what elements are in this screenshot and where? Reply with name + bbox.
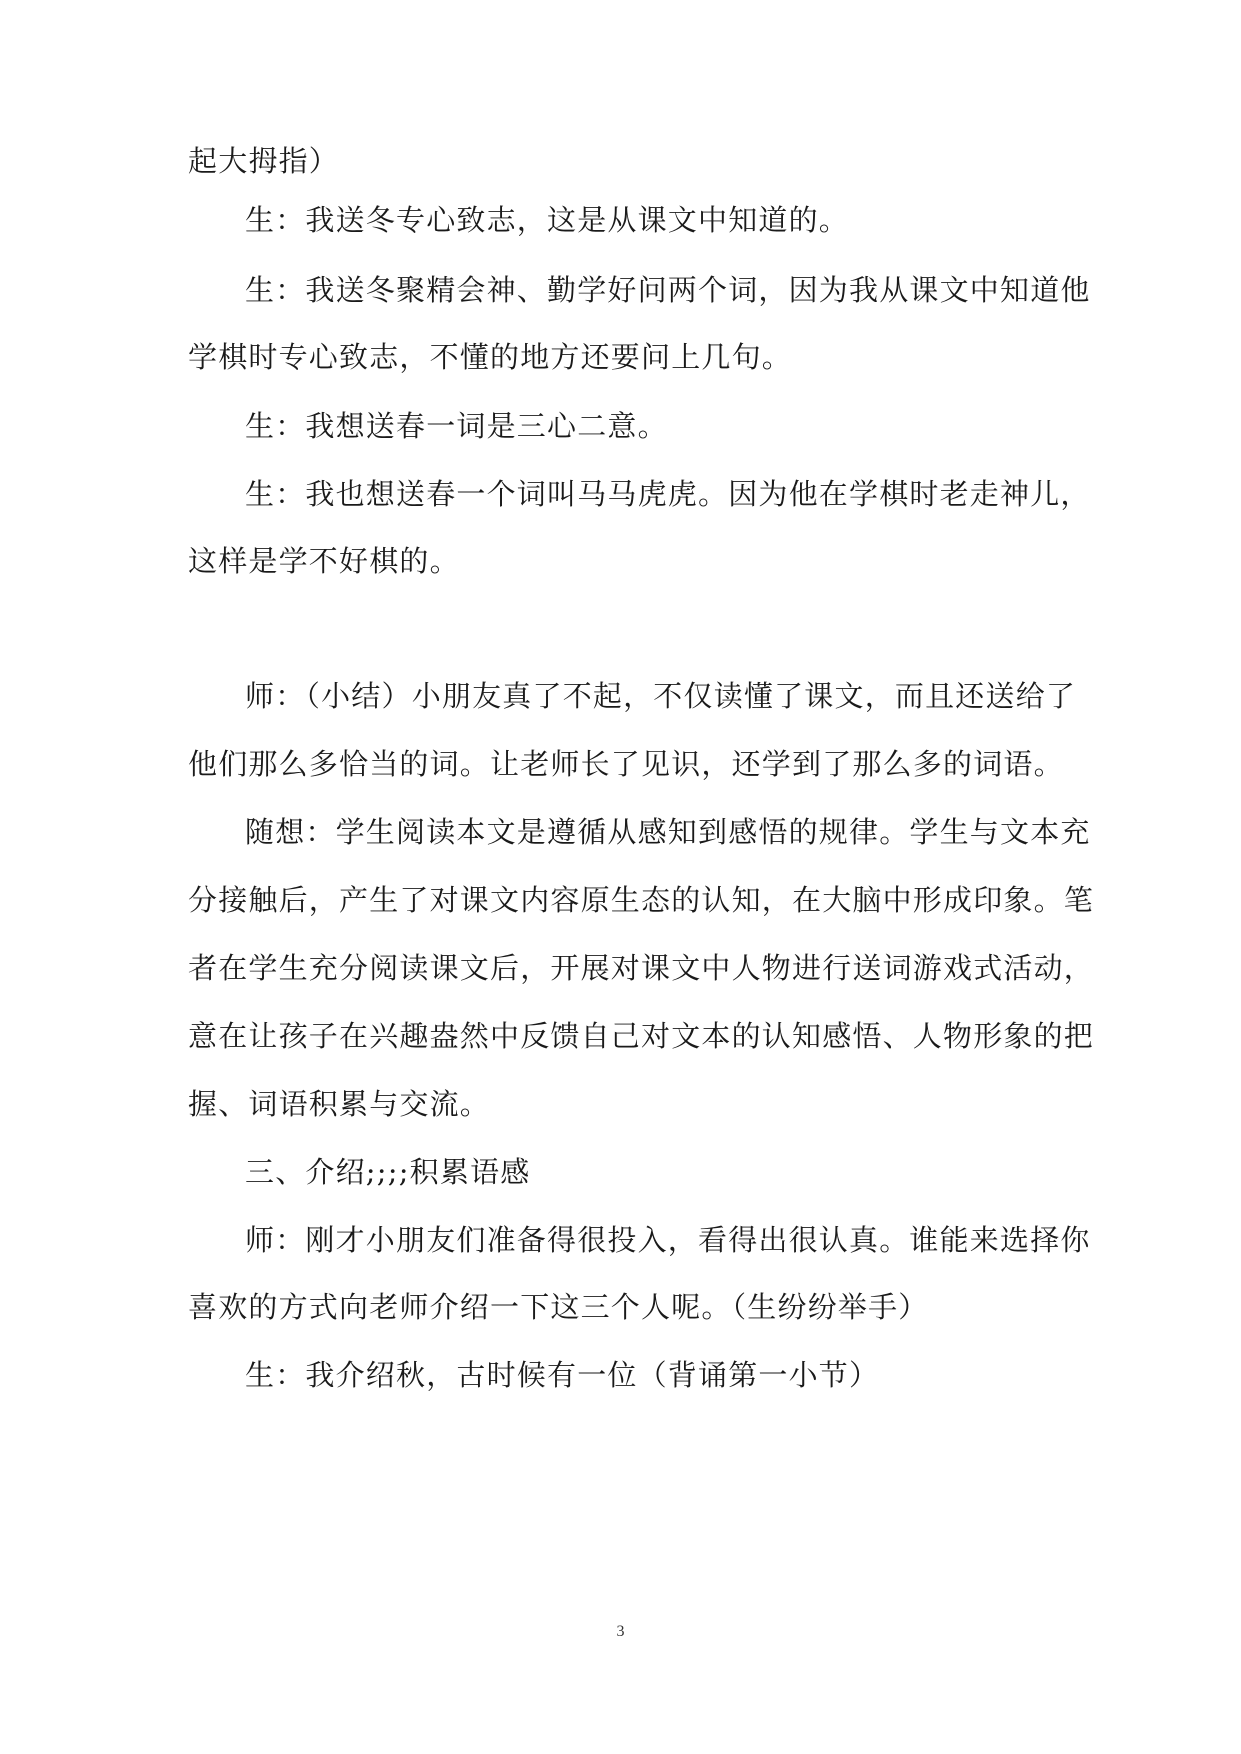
text-line: 喜欢的方式向老师介绍一下这三个人呢。（生纷纷举手） (188, 1290, 929, 1324)
section-heading: 三、介绍;;;;积累语感 (245, 1155, 531, 1189)
text-line: 生：我也想送春一个词叫马马虎虎。因为他在学棋时老走神儿， (245, 477, 1091, 511)
text-line: 他们那么多恰当的词。让老师长了见识，还学到了那么多的词语。 (188, 747, 1064, 781)
text-line: 生：我送冬专心致志，这是从课文中知道的。 (245, 203, 850, 237)
text-line: 意在让孩子在兴趣盎然中反馈自己对文本的认知感悟、人物形象的把 (188, 1019, 1095, 1053)
text-line: 这样是学不好棋的。 (188, 544, 460, 578)
text-line: 握、词语积累与交流。 (188, 1087, 491, 1121)
text-line: 生：我介绍秋，古时候有一位（背诵第一小节） (245, 1358, 880, 1392)
text-line: 者在学生充分阅读课文后，开展对课文中人物进行送词游戏式活动， (188, 951, 1095, 985)
text-line: 学棋时专心致志，不懂的地方还要问上几句。 (188, 340, 793, 374)
text-line: 生：我送冬聚精会神、勤学好问两个词，因为我从课文中知道他 (245, 273, 1091, 307)
page-number: 3 (616, 1623, 625, 1640)
text-line: 随想：学生阅读本文是遵循从感知到感悟的规律。学生与文本充 (245, 815, 1091, 849)
text-line: 分接触后，产生了对课文内容原生态的认知，在大脑中形成印象。笔 (188, 883, 1095, 917)
text-line: 起大拇指） (188, 144, 340, 178)
text-line: 师：（小结）小朋友真了不起，不仅读懂了课文，而且还送给了 (245, 679, 1077, 713)
text-line: 师：刚才小朋友们准备得很投入，看得出很认真。谁能来选择你 (245, 1223, 1091, 1257)
text-line: 生：我想送春一词是三心二意。 (245, 409, 668, 443)
